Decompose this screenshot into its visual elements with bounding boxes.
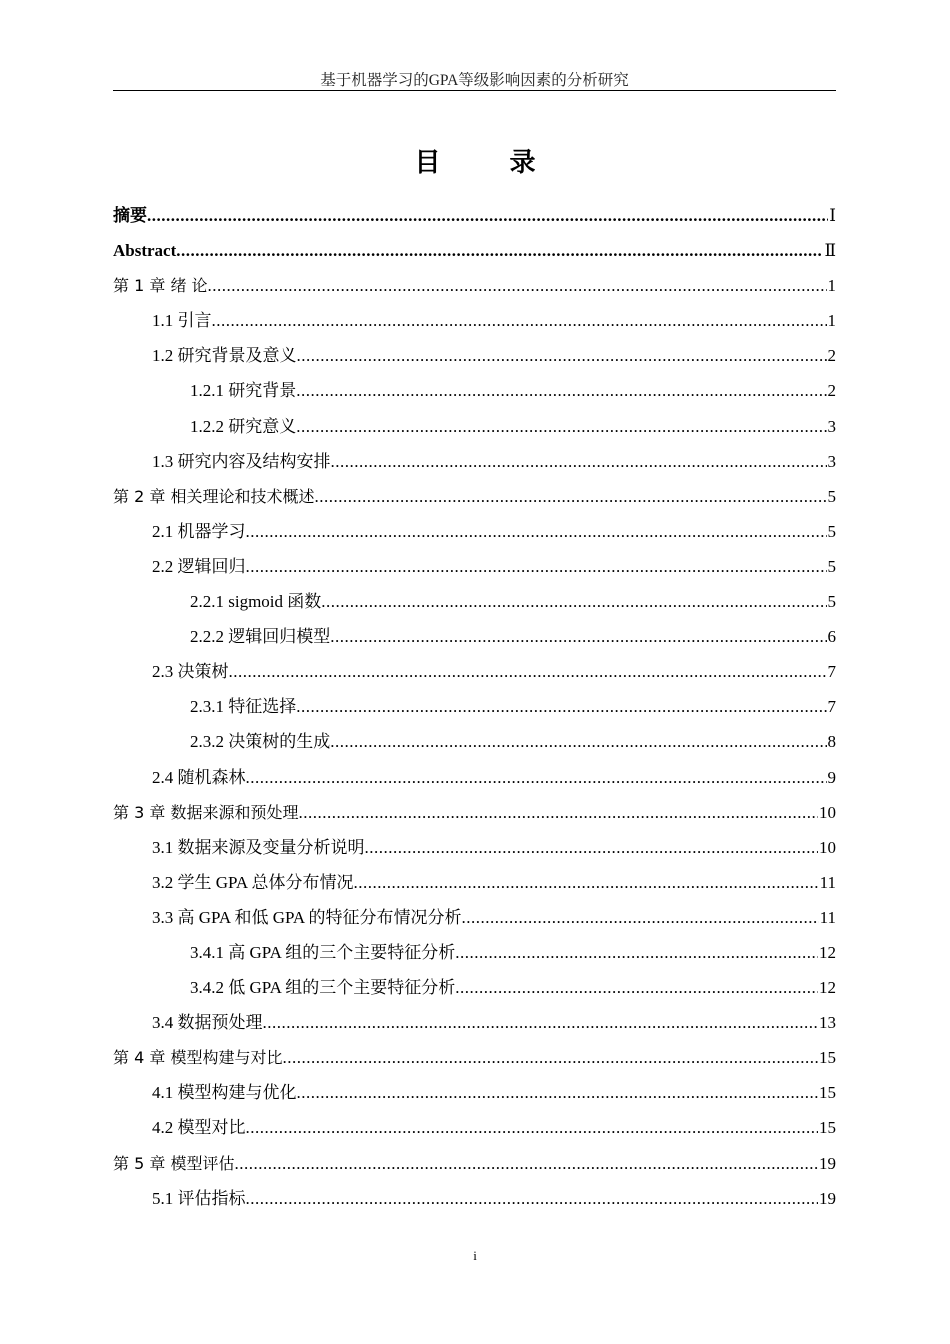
toc-entry-page: 7 xyxy=(827,662,836,682)
toc-entry[interactable] xyxy=(113,414,836,449)
toc-entry[interactable] xyxy=(113,273,836,308)
toc-entry-page: 5 xyxy=(827,556,836,576)
toc-entry-page: Ⅰ xyxy=(829,206,836,225)
dot-leader xyxy=(296,378,826,404)
toc-title: 目 录 xyxy=(414,148,566,178)
dot-leader xyxy=(354,870,819,896)
toc-entry[interactable] xyxy=(113,800,836,835)
toc-entry-page: 1 xyxy=(827,276,836,296)
dot-leader xyxy=(246,554,827,580)
toc-entry-label: 2.1 机器学习 xyxy=(152,521,246,541)
toc-entry-label: 2.3 决策树 xyxy=(152,662,229,682)
dot-leader xyxy=(462,905,819,931)
dot-leader xyxy=(297,1080,819,1106)
toc-entry-label: 3.4.1 高 GPA 组的三个主要特征分析 xyxy=(190,942,456,962)
toc-entry-page: 15 xyxy=(819,1048,836,1068)
toc-entry-page: 1 xyxy=(827,311,836,331)
toc-entry[interactable] xyxy=(113,554,836,589)
toc-entry[interactable] xyxy=(113,449,836,484)
toc-entry-page: 6 xyxy=(827,627,836,647)
toc-entry-page: 5 xyxy=(827,486,836,506)
toc-entry[interactable] xyxy=(113,905,836,940)
toc-entry-page: 10 xyxy=(819,837,836,857)
toc-entry-label: 3.2 学生 GPA 总体分布情况 xyxy=(152,872,354,892)
toc-entry-label: 4.2 模型对比 xyxy=(152,1118,246,1138)
toc-entry[interactable] xyxy=(113,1186,836,1221)
toc-entry[interactable] xyxy=(113,1080,836,1115)
toc-entry-page: 7 xyxy=(827,697,836,717)
dot-leader xyxy=(365,835,819,861)
toc-entry-page: 12 xyxy=(819,978,836,998)
toc-entry[interactable] xyxy=(113,343,836,378)
dot-leader xyxy=(176,238,823,264)
toc-entry-page: 10 xyxy=(819,802,836,822)
toc-entry-page: 9 xyxy=(827,767,836,787)
toc-entry-page: 15 xyxy=(819,1118,836,1138)
toc-entry-page: 19 xyxy=(819,1153,836,1173)
dot-leader xyxy=(234,1151,818,1177)
dot-leader xyxy=(314,484,826,510)
toc-entry-label: 第 5 章 模型评估 xyxy=(113,1153,235,1173)
toc-entry-label: 4.1 模型构建与优化 xyxy=(152,1083,297,1103)
dot-leader xyxy=(246,519,827,545)
toc-entry-label: 2.3.1 特征选择 xyxy=(190,697,297,717)
page-number: i xyxy=(473,1248,477,1263)
toc-entry-label: Abstract xyxy=(113,241,177,261)
toc-entry-page: 2 xyxy=(827,381,836,401)
toc-entry[interactable] xyxy=(113,835,836,870)
toc-entry[interactable] xyxy=(113,484,836,519)
dot-leader xyxy=(246,1115,819,1141)
toc-entry[interactable] xyxy=(113,519,836,554)
dot-leader xyxy=(263,1010,819,1036)
toc-entry-label: 2.2.2 逻辑回归模型 xyxy=(190,627,331,647)
dot-leader xyxy=(246,765,827,791)
toc-entry-label: 3.3 高 GPA 和低 GPA 的特征分布情况分析 xyxy=(152,907,462,927)
toc-entry-page: 8 xyxy=(827,732,836,752)
toc-entry-label: 3.4.2 低 GPA 组的三个主要特征分析 xyxy=(190,978,456,998)
toc-entry[interactable] xyxy=(113,624,836,659)
dot-leader xyxy=(208,273,827,299)
toc-entry-page: 3 xyxy=(827,416,836,436)
toc-entry[interactable] xyxy=(113,1045,836,1080)
toc-entry-page: 11 xyxy=(819,872,836,892)
toc-entry[interactable] xyxy=(113,940,836,975)
toc-entry-page: Ⅱ xyxy=(824,241,836,261)
toc-entry-label: 2.3.2 决策树的生成 xyxy=(190,732,331,752)
toc-entry-page: 13 xyxy=(819,1013,836,1033)
toc-entry-label: 1.2.2 研究意义 xyxy=(190,416,297,436)
toc-entry-page: 15 xyxy=(819,1083,836,1103)
dot-leader xyxy=(212,308,827,334)
toc-entry-page: 2 xyxy=(827,346,836,366)
dot-leader xyxy=(455,975,818,1001)
toc-entry-label: 3.4 数据预处理 xyxy=(152,1013,263,1033)
table-of-contents xyxy=(113,203,836,1221)
toc-entry[interactable] xyxy=(113,975,836,1010)
dot-leader xyxy=(282,1045,818,1071)
dot-leader xyxy=(321,589,826,615)
toc-entry-page: 5 xyxy=(827,521,836,541)
toc-entry-label: 第 1 章 绪 论 xyxy=(113,276,208,296)
dot-leader xyxy=(455,940,818,966)
dot-leader xyxy=(147,203,828,229)
toc-entry-page: 3 xyxy=(827,451,836,471)
toc-entry-page: 19 xyxy=(819,1188,836,1208)
toc-entry-label: 1.2 研究背景及意义 xyxy=(152,346,297,366)
toc-entry[interactable] xyxy=(113,589,836,624)
dot-leader xyxy=(298,800,818,826)
dot-leader xyxy=(330,729,826,755)
toc-entry-label: 5.1 评估指标 xyxy=(152,1188,246,1208)
toc-entry[interactable] xyxy=(113,870,836,905)
toc-entry-label: 2.4 随机森林 xyxy=(152,767,246,787)
toc-entry[interactable] xyxy=(113,1151,836,1186)
dot-leader xyxy=(331,449,827,475)
toc-entry-label: 2.2 逻辑回归 xyxy=(152,556,246,576)
toc-entry-label: 2.2.1 sigmoid 函数 xyxy=(190,592,322,612)
toc-entry-label: 第 3 章 数据来源和预处理 xyxy=(113,802,299,822)
toc-entry[interactable] xyxy=(113,729,836,764)
toc-entry-label: 1.2.1 研究背景 xyxy=(190,381,297,401)
toc-entry[interactable] xyxy=(113,1010,836,1045)
dot-leader xyxy=(297,343,827,369)
toc-entry[interactable] xyxy=(113,765,836,800)
toc-entry[interactable] xyxy=(113,308,836,343)
toc-entry-label: 1.3 研究内容及结构安排 xyxy=(152,451,331,471)
toc-entry-label: 3.1 数据来源及变量分析说明 xyxy=(152,837,365,857)
toc-entry[interactable] xyxy=(113,203,836,238)
toc-entry-page: 11 xyxy=(819,907,836,927)
header-rule xyxy=(113,90,836,91)
toc-entry[interactable] xyxy=(113,238,836,273)
toc-entry-page: 12 xyxy=(819,942,836,962)
toc-entry[interactable] xyxy=(113,694,836,729)
dot-leader xyxy=(330,624,826,650)
dot-leader xyxy=(296,414,826,440)
dot-leader xyxy=(229,659,827,685)
toc-entry-page: 5 xyxy=(827,592,836,612)
toc-entry-label: 1.1 引言 xyxy=(152,311,212,331)
toc-entry[interactable] xyxy=(113,378,836,413)
dot-leader xyxy=(246,1186,819,1212)
toc-entry-label: 第 4 章 模型构建与对比 xyxy=(113,1048,283,1068)
toc-entry[interactable] xyxy=(113,659,836,694)
toc-entry-label: 第 2 章 相关理论和技术概述 xyxy=(113,486,315,506)
toc-entry[interactable] xyxy=(113,1115,836,1150)
toc-entry-label: 摘要 xyxy=(113,206,147,225)
running-header: 基于机器学习的GPA等级影响因素的分析研究 xyxy=(320,72,629,89)
dot-leader xyxy=(296,694,826,720)
